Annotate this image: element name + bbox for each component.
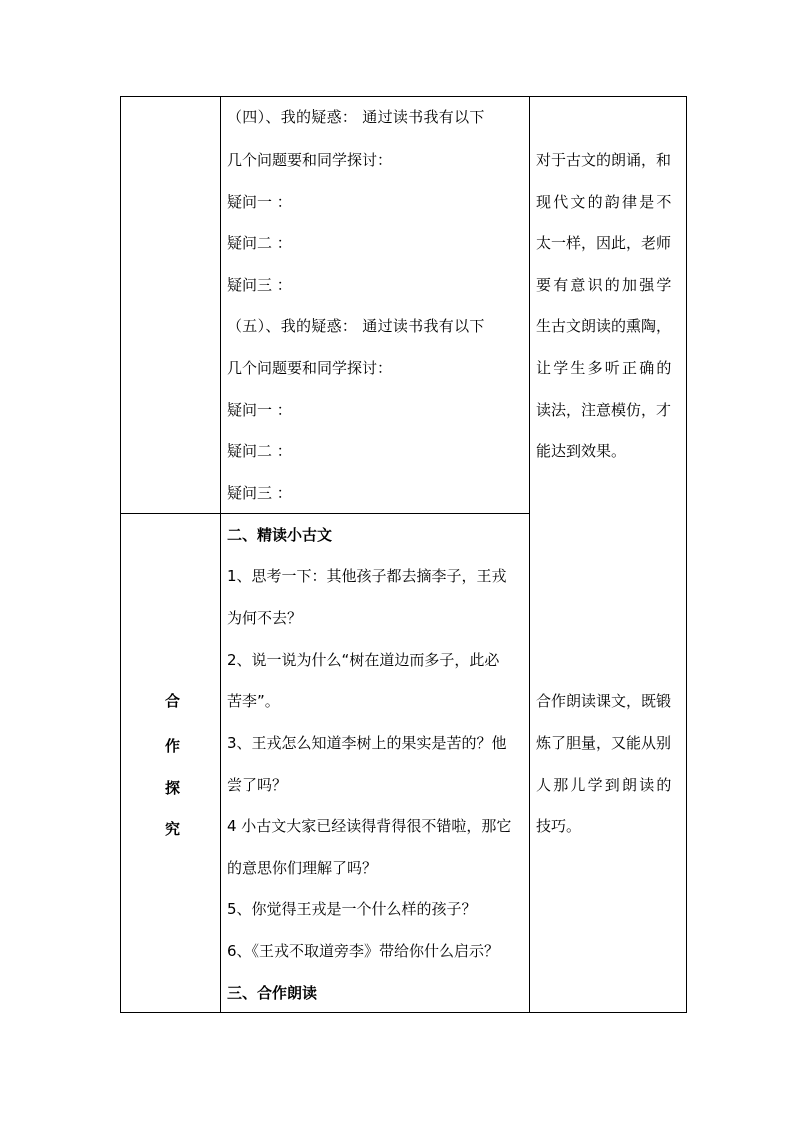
teaching-note-line: 对于古文的朗诵，和 [536, 151, 672, 169]
question-line: 疑问二 ： [227, 234, 292, 252]
row-divider [120, 513, 529, 514]
teaching-note-line: 人那儿学到朗读的 [536, 776, 674, 794]
task-line: 1、思考一下：其他孩子都去摘李子，王戎 [227, 567, 507, 585]
question-line: 疑问一 ： [227, 401, 292, 419]
question-section-heading: （五）、我的疑惑： 通过读书我有以下 [227, 317, 485, 335]
question-line: 疑问二 ： [227, 442, 292, 460]
teaching-note-line: 读法，注意模仿，才 [536, 401, 672, 419]
task-line: 的意思你们理解了吗？ [227, 859, 378, 877]
teaching-note-line: 让学生多听正确的 [536, 359, 674, 377]
teaching-note-line: 技巧。 [536, 817, 582, 835]
question-section-text: 几个问题要和同学探讨： [227, 359, 393, 377]
section-label-char: 究 [165, 820, 181, 838]
teaching-note-line: 炼了胆量，又能从别 [536, 734, 672, 752]
section-heading: 三、合作朗读 [227, 984, 318, 1002]
teaching-note-line: 生古文朗读的熏陶， [536, 317, 672, 335]
question-line: 疑问一 ： [227, 193, 292, 211]
teaching-note-line: 合作朗读课文，既锻 [536, 692, 672, 710]
teaching-note-line: 太一样，因此，老师 [536, 234, 672, 252]
section-heading: 二、精读小古文 [227, 526, 333, 544]
task-line: 6、《王戎不取道旁李》带给你什么启示？ [227, 942, 500, 960]
task-line: 4 小古文大家已经读得背得很不错啦，那它 [227, 817, 512, 835]
task-line: 3、王戎怎么知道李树上的果实是苦的？他 [227, 734, 507, 752]
section-label-char: 合 [165, 692, 181, 710]
teaching-note-line: 要有意识的加强学 [536, 276, 674, 294]
column-divider-1 [220, 96, 221, 1013]
task-line: 2、说一说为什么“树在道边而多子，此必 [227, 651, 500, 669]
section-label-char: 作 [165, 737, 181, 755]
task-line: 苦李”。 [227, 692, 280, 710]
table-right-border [686, 96, 687, 1013]
question-line: 疑问三 ： [227, 276, 292, 294]
table-bottom-border [120, 1012, 687, 1013]
task-line: 为何不去？ [227, 609, 303, 627]
question-section-heading: （四）、我的疑惑： 通过读书我有以下 [227, 108, 485, 126]
teaching-note-line: 现代文的韵律是不 [536, 193, 674, 211]
table-top-border [120, 96, 687, 97]
table-left-border [120, 96, 121, 1013]
section-label-char: 探 [165, 779, 181, 797]
column-divider-2 [529, 96, 530, 1013]
question-section-text: 几个问题要和同学探讨： [227, 151, 393, 169]
question-line: 疑问三 ： [227, 484, 292, 502]
task-line: 尝了吗？ [227, 776, 288, 794]
task-line: 5、你觉得王戎是一个什么样的孩子？ [227, 900, 477, 918]
teaching-note-line: 能达到效果。 [536, 442, 627, 460]
